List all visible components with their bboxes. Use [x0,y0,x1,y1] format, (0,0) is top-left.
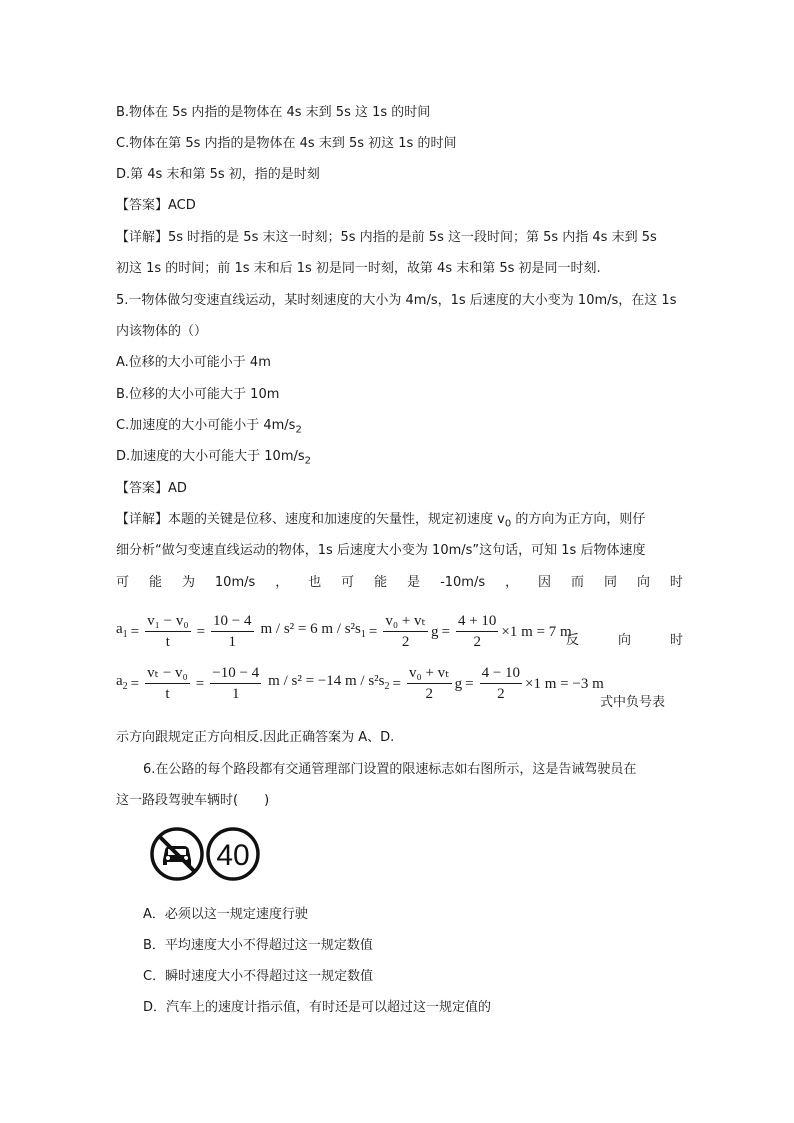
q5-detail-line-2: 细分析“做匀变速直线运动的物体，1s 后速度大小变为 10m/s”这句话，可知 1s 后物体速度 [116,543,646,558]
q5-answer: 【答案】AD [116,481,187,496]
speed-limit-40-icon [208,829,258,879]
q6-option-b: B．平均速度大小不得超过这一规定数值 [143,938,373,953]
eq1-equals-3: = [368,623,378,640]
q4-option-b: B.物体在 5s 内指的是物体在 4s 末到 5s 这 1s 的时间 [116,105,431,120]
word: 向 [636,575,650,590]
word: 可 [116,575,130,590]
q4-answer: 【答案】ACD [116,198,196,213]
q5-option-d-sub: 2 [304,455,312,467]
eq2-after-text: 式中负号表 [600,695,666,710]
eq1-fraction-4: $\frac{4 + 10}{2}$ [457,613,497,650]
eq2-fraction-3: $\frac{\text{v₀ + vₜ}}{2}$ [408,665,450,702]
q5-stem-line-1: 5.一物体做匀变速直线运动，某时刻速度的大小为 4m/s，1s 后速度的大小变为 10m/s，在这 1s [116,293,677,308]
q5-detail-end: 示方向跟规定正方向相反.因此正确答案为 A、D. [116,730,395,745]
eq2-equals-3: = [392,675,401,692]
word: 10m/s [214,575,256,590]
eq1-after-text [566,632,683,650]
word: 为 [181,575,195,590]
word: 也 [308,575,322,590]
q4-detail-line-1: 【详解】5s 时指的是 5s 末这一时刻；5s 内指的是前 5s 这一段时间；第 5s 内指 4s 末到 5s [116,230,657,245]
q5-detail-line-1 [116,511,645,534]
eq1-equals: = [130,623,140,640]
q5-stem-line-2: 内该物体的（） [116,324,208,339]
sign-number: 40 [216,839,250,872]
q5-option-a: A.位移的大小可能小于 4m [116,355,271,370]
word: 是 [407,575,421,590]
q4-detail-line-2: 初这 1s 的时间；前 1s 末和后 1s 初是同一时刻，故第 4s 末和第 5s 初是同一时刻. [116,261,601,276]
equation-2 [116,664,604,703]
word: 而 [571,575,585,590]
q5-option-c-text: C.加速度的大小可能小于 4m/s [116,418,296,433]
eq2-equals: = [130,675,140,692]
q5-detail-line-3 [116,574,683,592]
word: 能 [148,575,162,590]
q5-option-c-sub: 2 [295,424,302,436]
q6-stem-line-1: 6.在公路的每个路段都有交通管理部门设置的限速标志如右图所示，这是告诫驾驶员在 [143,762,637,777]
q5-detail-1-sub: 0 [504,518,512,530]
q6-option-d: D．汽车上的速度计指示值，有时还是可以超过这一规定值的 [143,1000,492,1015]
q4-option-c: C.物体在第 5s 内指的是物体在 4s 末到 5s 初这 1s 的时间 [116,136,457,151]
q5-detail-1b: 的方向为正方向，则仔 [511,512,646,527]
word: 向 [617,633,631,648]
word: 能 [374,575,388,590]
q5-option-d [116,448,311,471]
eq2-fraction-2: $\frac{-10 - 4}{1}$ [212,665,260,702]
eq2-equals-2: = [195,675,205,692]
eq1-equals-2: = [196,623,206,640]
eq1-fraction-3: $\frac{\text{v₀ + vₜ}}{2}$ [385,613,426,650]
eq2-fraction-1: $\frac{\text{vₜ − v₀}}{t}$ [147,665,188,702]
q5-option-c [116,417,302,440]
eq1-lhs: $a_1$ [116,620,128,640]
q4-option-d: D.第 4s 末和第 5s 初，指的是时刻 [116,167,320,182]
eq1-tail: ×1 m = 7 m [501,623,572,640]
word: -10m/s [440,575,486,590]
eq1-middle: m / s² = 6 m / $s^2s_1$ [260,620,366,640]
eq2-g: g [454,675,463,692]
eq1-g: g [430,623,439,640]
eq1-fraction-1: $\frac{\text{v₁ − v₀}}{t}$ [147,613,189,650]
word: 反 [566,633,580,648]
no-car-icon [152,829,202,879]
q5-option-b: B.位移的大小可能大于 10m [116,387,280,402]
eq2-middle: m / s² = −14 m / $s^2s_2$ [268,672,390,692]
q5-detail-1a: 【详解】本题的关键是位移、速度和加速度的矢量性，规定初速度 v [116,512,505,527]
eq2-equals-4: = [465,675,474,692]
word: ， [505,575,519,590]
eq1-equals-4: = [441,623,450,640]
q6-option-a: A．必须以这一规定速度行驶 [143,907,308,922]
word: 时 [669,575,683,590]
eq2-fraction-4: $\frac{4 - 10}{2}$ [481,665,521,702]
word: 同 [603,575,617,590]
word: 因 [538,575,552,590]
q6-option-c: C．瞬时速度大小不得超过这一规定数值 [143,969,374,984]
q5-option-d-text: D.加速度的大小可能大于 10m/s [116,449,305,464]
eq1-fraction-2: $\frac{10 - 4}{1}$ [213,613,252,650]
equation-1 [116,612,572,651]
eq2-tail: ×1 m = −3 m [525,675,604,692]
word: 可 [341,575,355,590]
eq2-lhs: $a_2$ [116,672,128,692]
q6-stem-line-2: 这一路段驾驶车辆时( ) [116,793,270,808]
speed-limit-sign [150,826,260,882]
word: ， [275,575,289,590]
word: 时 [669,633,683,648]
